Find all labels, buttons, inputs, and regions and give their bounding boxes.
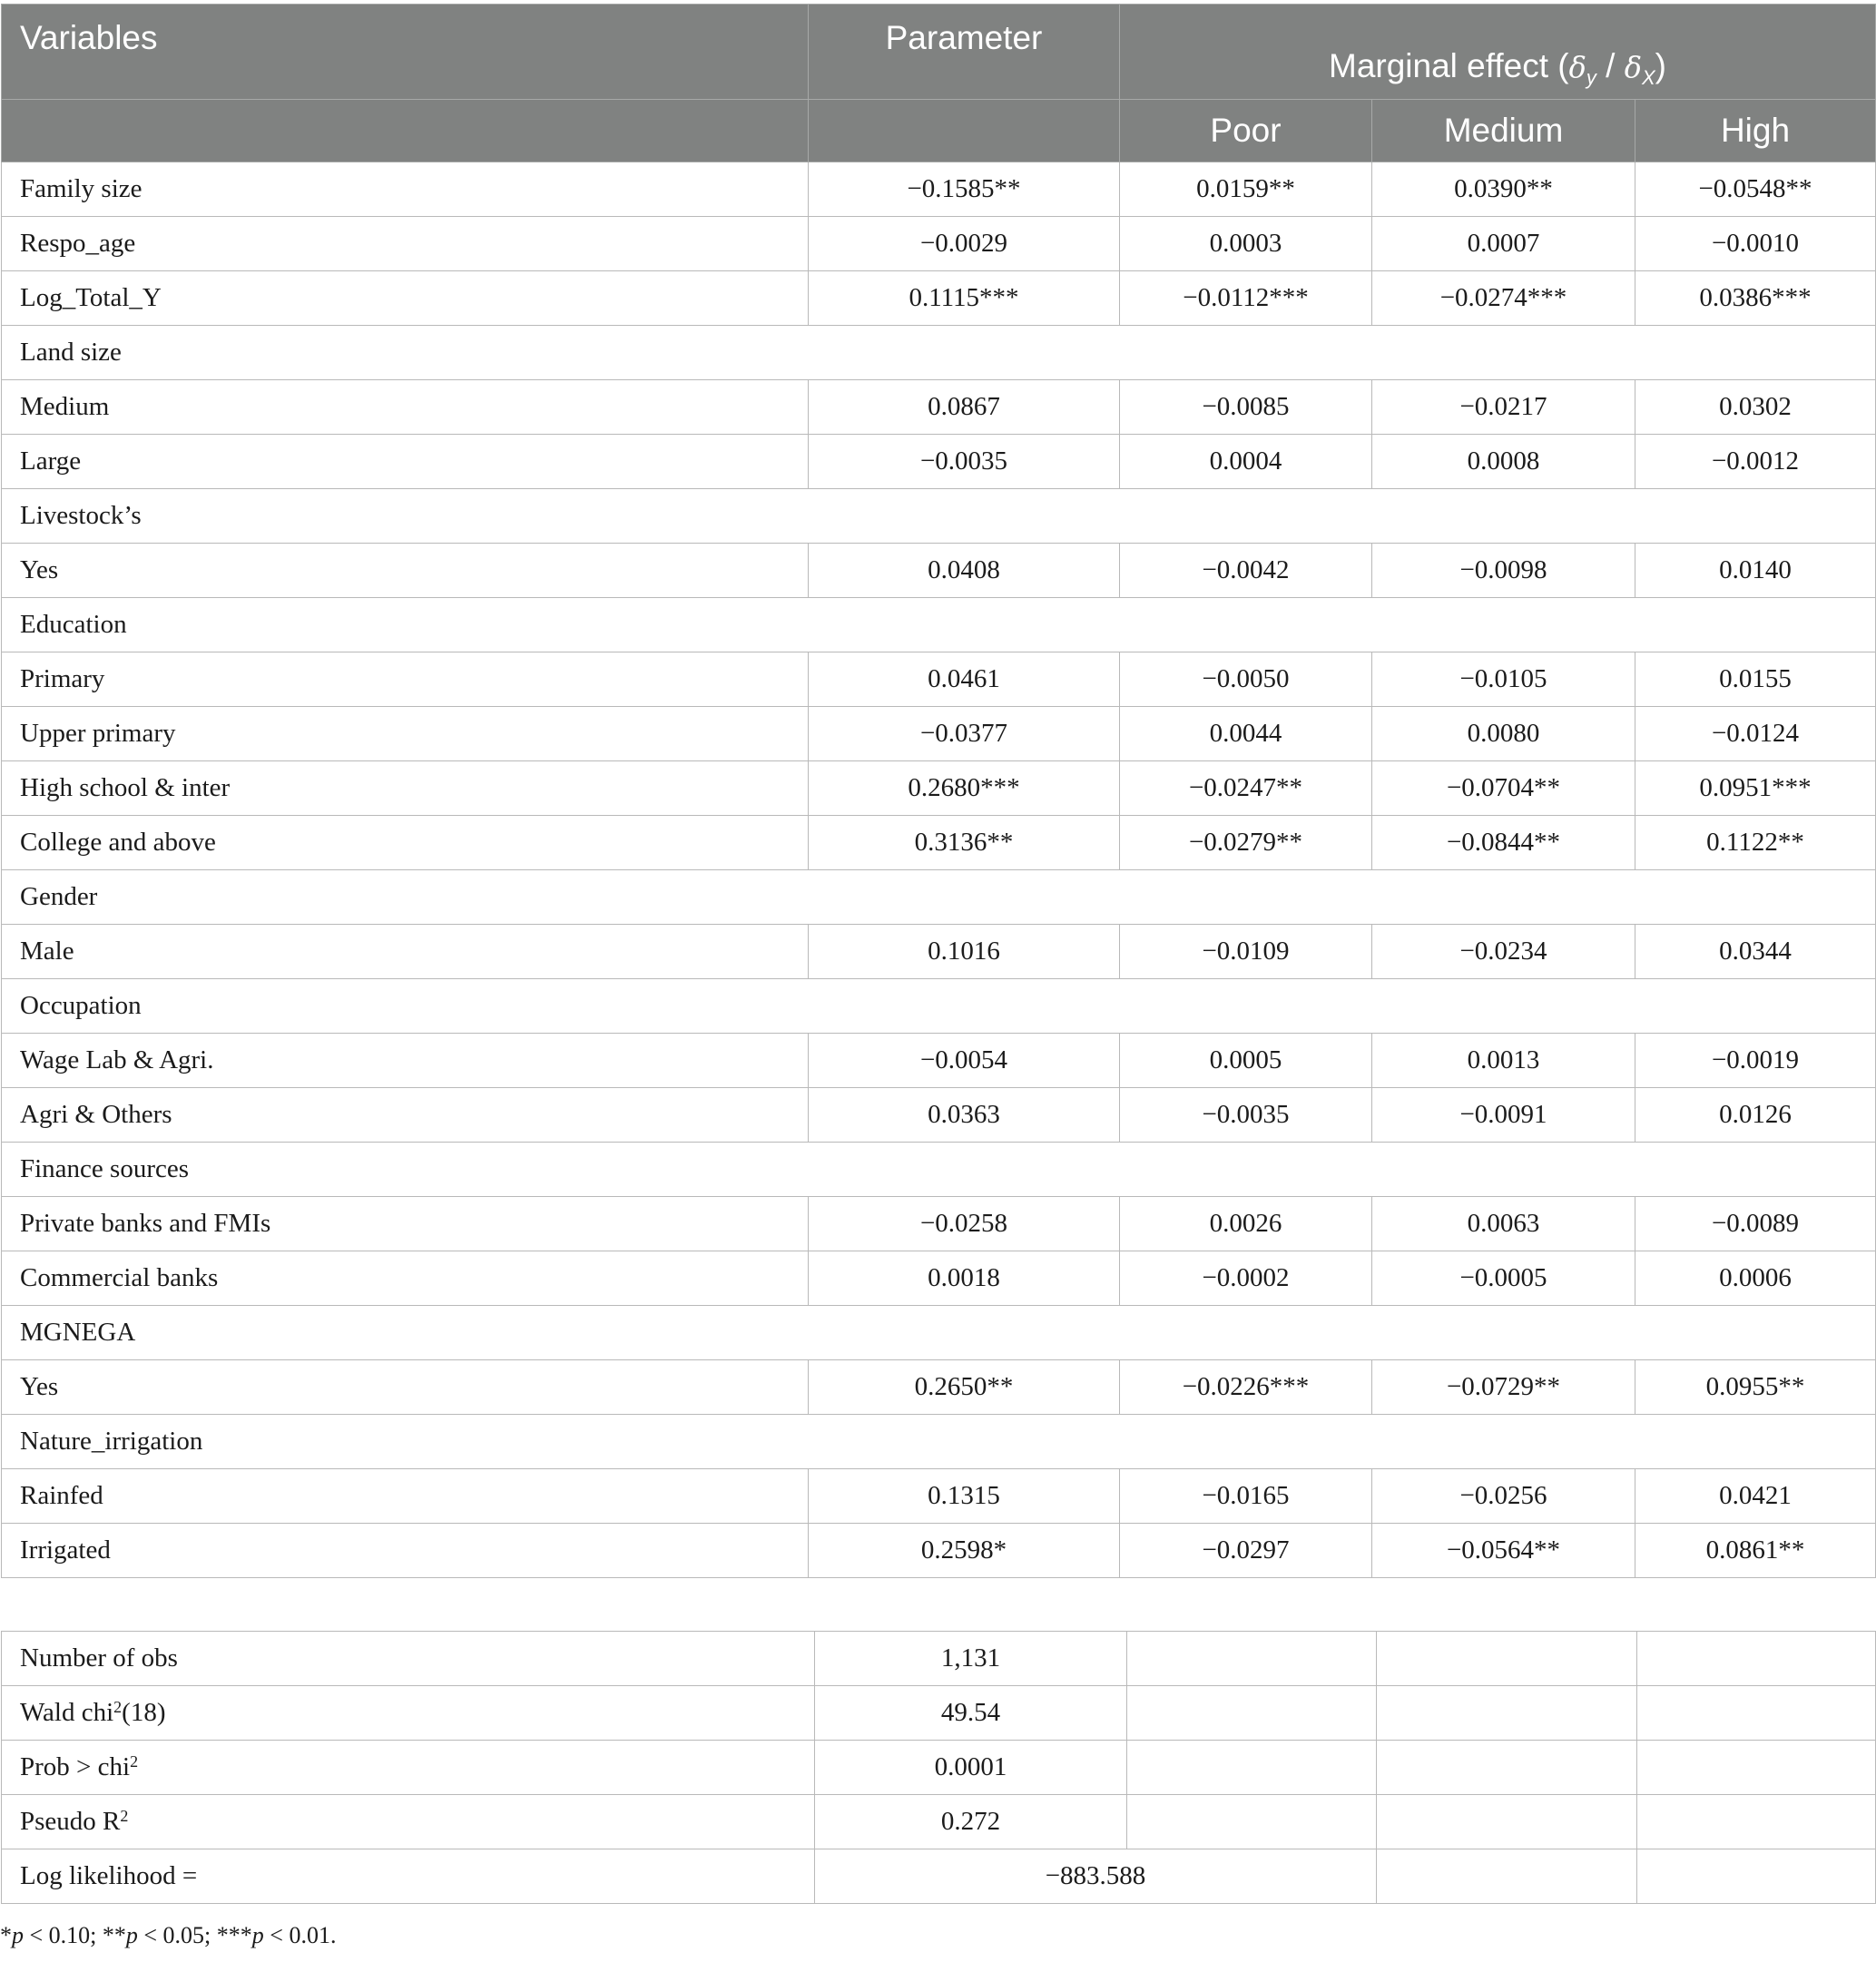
high-value: −0.0019 xyxy=(1635,1034,1876,1088)
parameter-header: Parameter xyxy=(809,5,1120,100)
section-label: Nature_irrigation xyxy=(2,1415,1876,1469)
high-value: 0.0302 xyxy=(1635,380,1876,435)
marginal-effect-prefix: Marginal effect ( xyxy=(1329,47,1569,84)
empty-cell xyxy=(1377,1632,1637,1686)
parameter-value: −0.0377 xyxy=(809,707,1120,761)
wald-label-sup: 2 xyxy=(113,1698,123,1716)
wald-value: 49.54 xyxy=(815,1686,1127,1741)
parameter-value: 0.3136** xyxy=(809,816,1120,870)
delta-x: δ xyxy=(1624,50,1642,84)
high-value: 0.0006 xyxy=(1635,1251,1876,1306)
poor-value: −0.0050 xyxy=(1120,652,1372,707)
parameter-value: 0.2650** xyxy=(809,1360,1120,1415)
medium-value: −0.0844** xyxy=(1372,816,1635,870)
variable-label: Private banks and FMIs xyxy=(2,1197,809,1251)
medium-value: −0.0098 xyxy=(1372,544,1635,598)
stat-row-wald xyxy=(2,1686,1876,1741)
stat-row-pseudo xyxy=(2,1795,1876,1849)
empty-cell xyxy=(1127,1741,1377,1795)
high-value: 0.0386*** xyxy=(1635,271,1876,326)
obs-value: 1,131 xyxy=(815,1632,1127,1686)
variables-header: Variables xyxy=(2,5,809,100)
medium-value: 0.0008 xyxy=(1372,435,1635,489)
table-row xyxy=(2,1197,1876,1251)
high-value: 0.0421 xyxy=(1635,1469,1876,1524)
parameter-value: 0.1115*** xyxy=(809,271,1120,326)
poor-value: −0.0109 xyxy=(1120,925,1372,979)
high-value: 0.0861** xyxy=(1635,1524,1876,1578)
table-row xyxy=(2,380,1876,435)
empty-cell xyxy=(1127,1632,1377,1686)
header-row-2 xyxy=(2,100,1876,162)
variable-label: College and above xyxy=(2,816,809,870)
empty-cell xyxy=(1377,1795,1637,1849)
medium-value: −0.0005 xyxy=(1372,1251,1635,1306)
table-row xyxy=(2,761,1876,816)
poor-value: −0.0035 xyxy=(1120,1088,1372,1143)
high-value: −0.0548** xyxy=(1635,162,1876,217)
medium-value: 0.0390** xyxy=(1372,162,1635,217)
high-value: 0.0155 xyxy=(1635,652,1876,707)
note-p: p xyxy=(125,1922,138,1948)
header-row-1 xyxy=(2,5,1876,100)
medium-value: −0.0105 xyxy=(1372,652,1635,707)
pseudo-label xyxy=(2,1795,815,1849)
note-p: p xyxy=(12,1922,24,1948)
empty-cell xyxy=(1377,1686,1637,1741)
high-value: 0.0126 xyxy=(1635,1088,1876,1143)
sub-y: y xyxy=(1586,66,1596,89)
poor-value: 0.0005 xyxy=(1120,1034,1372,1088)
table-row xyxy=(2,707,1876,761)
marginal-effect-header xyxy=(1120,5,1876,100)
table-row xyxy=(2,1251,1876,1306)
section-row xyxy=(2,326,1876,380)
medium-header: Medium xyxy=(1372,100,1635,162)
prob-label-sup: 2 xyxy=(130,1752,139,1771)
table-row xyxy=(2,816,1876,870)
section-label: Land size xyxy=(2,326,1876,380)
section-row xyxy=(2,489,1876,544)
poor-value: 0.0026 xyxy=(1120,1197,1372,1251)
high-value: −0.0089 xyxy=(1635,1197,1876,1251)
table-row xyxy=(2,925,1876,979)
empty-cell xyxy=(1637,1686,1876,1741)
section-label: MGNEGA xyxy=(2,1306,1876,1360)
note-p: p xyxy=(251,1922,264,1948)
variable-label: Commercial banks xyxy=(2,1251,809,1306)
empty-cell xyxy=(1637,1741,1876,1795)
section-label: Livestock’s xyxy=(2,489,1876,544)
table-row xyxy=(2,652,1876,707)
variable-label: Agri & Others xyxy=(2,1088,809,1143)
empty-cell xyxy=(1637,1849,1876,1904)
poor-value: −0.0165 xyxy=(1120,1469,1372,1524)
note-text: < 0.05; *** xyxy=(137,1922,252,1948)
variable-label: Medium xyxy=(2,380,809,435)
loglik-label: Log likelihood = xyxy=(2,1849,815,1904)
medium-value: −0.0234 xyxy=(1372,925,1635,979)
blank-header-cell xyxy=(809,100,1120,162)
section-row xyxy=(2,1143,1876,1197)
section-row xyxy=(2,598,1876,652)
variable-label: Rainfed xyxy=(2,1469,809,1524)
variable-label: Upper primary xyxy=(2,707,809,761)
section-label: Gender xyxy=(2,870,1876,925)
poor-value: 0.0003 xyxy=(1120,217,1372,271)
table-row xyxy=(2,1469,1876,1524)
results-body xyxy=(2,162,1876,1578)
poor-value: −0.0042 xyxy=(1120,544,1372,598)
poor-value: −0.0279** xyxy=(1120,816,1372,870)
medium-value: −0.0274*** xyxy=(1372,271,1635,326)
poor-value: −0.0112*** xyxy=(1120,271,1372,326)
table-row xyxy=(2,217,1876,271)
marginal-effect-suffix: ) xyxy=(1655,47,1666,84)
high-value: 0.0344 xyxy=(1635,925,1876,979)
empty-cell xyxy=(1377,1741,1637,1795)
poor-value: −0.0247** xyxy=(1120,761,1372,816)
medium-value: −0.0217 xyxy=(1372,380,1635,435)
medium-value: −0.0704** xyxy=(1372,761,1635,816)
table-row xyxy=(2,1088,1876,1143)
parameter-value: 0.1016 xyxy=(809,925,1120,979)
medium-value: 0.0013 xyxy=(1372,1034,1635,1088)
parameter-value: 0.0867 xyxy=(809,380,1120,435)
poor-header: Poor xyxy=(1120,100,1372,162)
poor-value: −0.0002 xyxy=(1120,1251,1372,1306)
obs-label: Number of obs xyxy=(2,1632,815,1686)
medium-value: −0.0091 xyxy=(1372,1088,1635,1143)
table-row xyxy=(2,435,1876,489)
table-row xyxy=(2,544,1876,598)
prob-label-text: Prob > chi xyxy=(20,1752,131,1781)
parameter-value: −0.0035 xyxy=(809,435,1120,489)
model-stats-table xyxy=(1,1631,1876,1904)
variable-label: Family size xyxy=(2,162,809,217)
section-row xyxy=(2,1306,1876,1360)
table-row xyxy=(2,1034,1876,1088)
medium-value: −0.0729** xyxy=(1372,1360,1635,1415)
high-value: 0.0951*** xyxy=(1635,761,1876,816)
section-row xyxy=(2,870,1876,925)
prob-value: 0.0001 xyxy=(815,1741,1127,1795)
poor-value: 0.0044 xyxy=(1120,707,1372,761)
note-star: * xyxy=(0,1922,12,1948)
pseudo-label-sup: 2 xyxy=(120,1807,129,1825)
table-row xyxy=(2,1524,1876,1578)
medium-value: 0.0080 xyxy=(1372,707,1635,761)
wald-label-text: Wald chi xyxy=(20,1698,114,1727)
section-label: Education xyxy=(2,598,1876,652)
poor-value: −0.0297 xyxy=(1120,1524,1372,1578)
parameter-value: 0.0408 xyxy=(809,544,1120,598)
empty-cell xyxy=(1637,1795,1876,1849)
loglik-value: −883.588 xyxy=(815,1849,1377,1904)
stat-row-loglik xyxy=(2,1849,1876,1904)
section-label: Finance sources xyxy=(2,1143,1876,1197)
section-row xyxy=(2,1415,1876,1469)
variable-label: Large xyxy=(2,435,809,489)
poor-value: −0.0226*** xyxy=(1120,1360,1372,1415)
significance-note xyxy=(0,1922,336,1949)
parameter-value: −0.0054 xyxy=(809,1034,1120,1088)
stat-row-prob xyxy=(2,1741,1876,1795)
table-row xyxy=(2,1360,1876,1415)
variable-label: Yes xyxy=(2,1360,809,1415)
poor-value: −0.0085 xyxy=(1120,380,1372,435)
high-value: −0.0124 xyxy=(1635,707,1876,761)
section-label: Occupation xyxy=(2,979,1876,1034)
prob-label xyxy=(2,1741,815,1795)
medium-value: 0.0063 xyxy=(1372,1197,1635,1251)
parameter-value: 0.2680*** xyxy=(809,761,1120,816)
variable-label: High school & inter xyxy=(2,761,809,816)
variable-label: Log_Total_Y xyxy=(2,271,809,326)
high-value: 0.1122** xyxy=(1635,816,1876,870)
pseudo-value: 0.272 xyxy=(815,1795,1127,1849)
high-value: 0.0955** xyxy=(1635,1360,1876,1415)
empty-cell xyxy=(1127,1795,1377,1849)
parameter-value: 0.1315 xyxy=(809,1469,1120,1524)
parameter-value: 0.2598* xyxy=(809,1524,1120,1578)
wald-label-df: (18) xyxy=(122,1698,166,1727)
table-row xyxy=(2,271,1876,326)
high-value: −0.0010 xyxy=(1635,217,1876,271)
delta-y: δ xyxy=(1568,50,1586,84)
wald-label xyxy=(2,1686,815,1741)
medium-value: −0.0564** xyxy=(1372,1524,1635,1578)
parameter-value: 0.0461 xyxy=(809,652,1120,707)
stat-row-obs xyxy=(2,1632,1876,1686)
variable-label: Male xyxy=(2,925,809,979)
blank-header-cell xyxy=(2,100,809,162)
results-table xyxy=(1,4,1876,1578)
variable-label: Wage Lab & Agri. xyxy=(2,1034,809,1088)
note-text: < 0.10; ** xyxy=(24,1922,126,1948)
empty-cell xyxy=(1377,1849,1637,1904)
table-row xyxy=(2,162,1876,217)
parameter-value: −0.0258 xyxy=(809,1197,1120,1251)
slash: / xyxy=(1596,47,1625,84)
empty-cell xyxy=(1637,1632,1876,1686)
high-header: High xyxy=(1635,100,1876,162)
high-value: 0.0140 xyxy=(1635,544,1876,598)
pseudo-label-text: Pseudo R xyxy=(20,1807,121,1836)
parameter-value: 0.0018 xyxy=(809,1251,1120,1306)
sub-x: X xyxy=(1641,66,1655,89)
variable-label: Respo_age xyxy=(2,217,809,271)
parameter-value: −0.1585** xyxy=(809,162,1120,217)
poor-value: 0.0159** xyxy=(1120,162,1372,217)
poor-value: 0.0004 xyxy=(1120,435,1372,489)
section-row xyxy=(2,979,1876,1034)
parameter-value: 0.0363 xyxy=(809,1088,1120,1143)
variable-label: Irrigated xyxy=(2,1524,809,1578)
empty-cell xyxy=(1127,1686,1377,1741)
medium-value: −0.0256 xyxy=(1372,1469,1635,1524)
high-value: −0.0012 xyxy=(1635,435,1876,489)
medium-value: 0.0007 xyxy=(1372,217,1635,271)
variable-label: Yes xyxy=(2,544,809,598)
note-text: < 0.01. xyxy=(263,1922,337,1948)
variable-label: Primary xyxy=(2,652,809,707)
parameter-value: −0.0029 xyxy=(809,217,1120,271)
